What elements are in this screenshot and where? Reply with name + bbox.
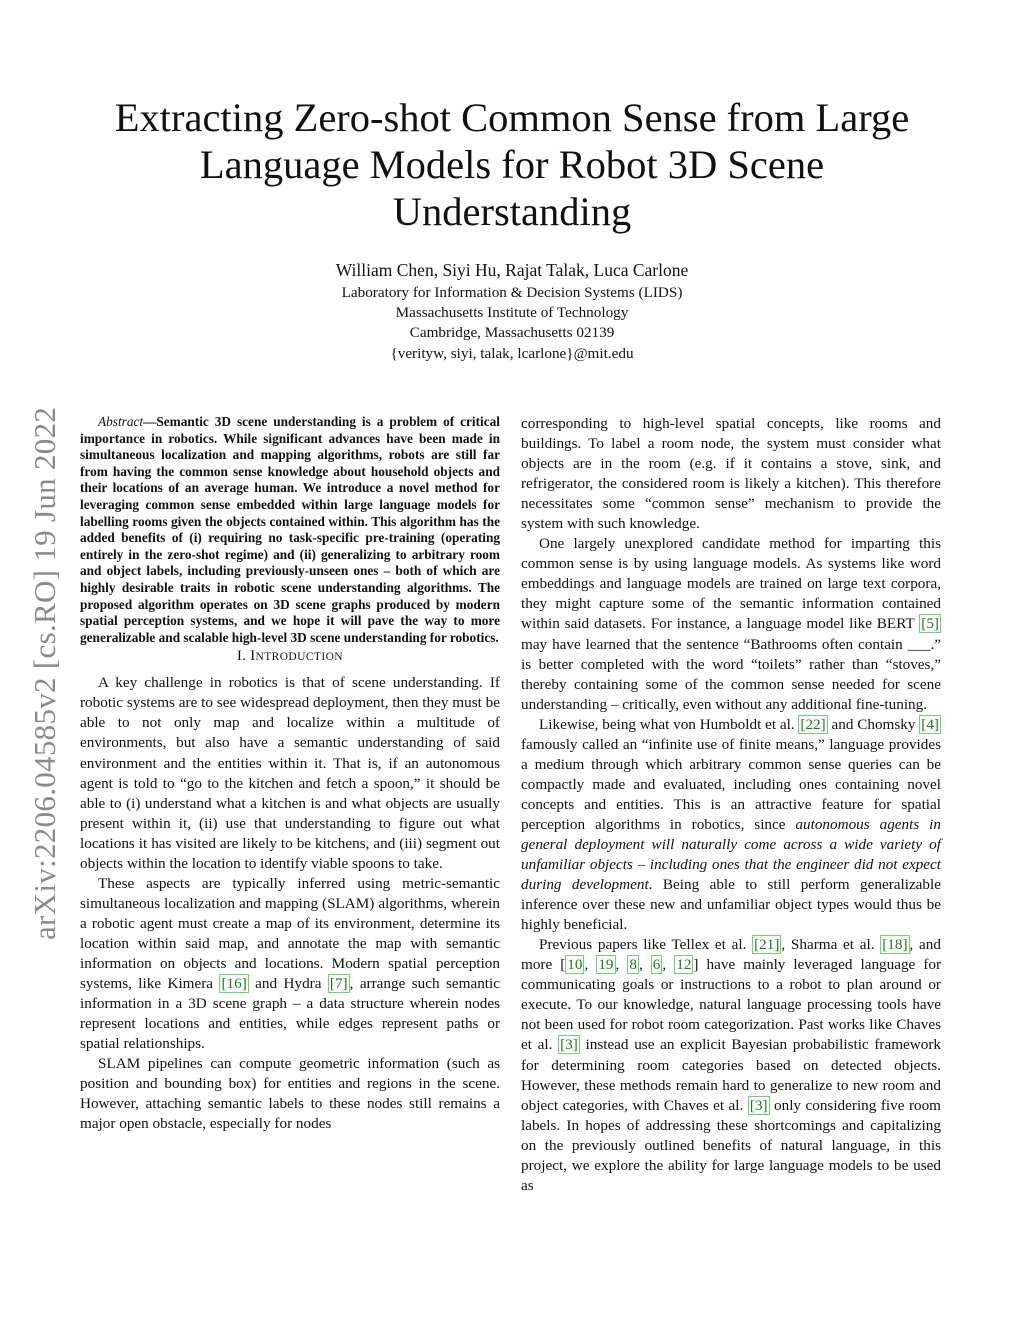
section-heading-introduction <box>80 646 500 667</box>
abstract-text: —Semantic 3D scene understanding is a problem of critical importance in robotics. While significant advances have been made in simultaneous localization and mapping algorithms, robots are still far from having the common sense knowledge about household objects and their locations of an average human. We introduce a novel method for leveraging common sense embedded within large language models for labelling rooms given the objects contained within. This algorithm has the added benefits of (i) requiring no task-specific pre-training (operating entirely in the zero-shot regime) and (ii) generalizing to arbitrary room and object labels, including previously-unseen ones – both of which are highly desirable traits in robotic scene understanding algorithms. The proposed algorithm operates on 3D scene graphs produced by modern spatial perception systems, and we hope it will pave the way to more generalizable and scalable high-level 3D scene understanding for robotics. <box>80 414 500 645</box>
body-paragraph <box>521 715 941 936</box>
text-run: ] have mainly leveraged language for communicating goals or instructions to a robot to plan around or execute. To our knowledge, natural language processing tools have not been used for robot room categorization. Past works like Chaves et al. <box>521 956 942 1054</box>
affiliation-lab: Laboratory for Information & Decision Systems (LIDS) <box>341 284 683 301</box>
left-column <box>80 414 500 1134</box>
title-line: Extracting Zero-shot Common Sense from Large <box>114 95 910 140</box>
text-run: These aspects are typically inferred using metric-semantic simultaneous localization and mapping (SLAM) algorithms, wherein a robotic agent must create a map of its environment, determine its location within said map, and annotate the map with semantic information on objects and locations. Modern spatial perception systems, like Kimera <box>80 874 500 993</box>
title-line: Understanding <box>392 189 632 234</box>
author-list: William Chen, Siyi Hu, Rajat Talak, Luca Carlone <box>335 260 689 280</box>
text-run: may have learned that the sentence “Bathrooms often contain ___.” is better completed with the word “toilets” rather than “stoves,” thereby containing some of the common sense needed for scene understanding – critically, even without any additional fine-tuning. <box>521 635 941 713</box>
text-run: , Sharma et al. <box>781 936 881 954</box>
section-initial: I <box>250 648 256 665</box>
body-paragraph <box>80 874 500 1054</box>
body-paragraph <box>521 534 941 714</box>
affiliation-block <box>200 283 824 364</box>
citation-link[interactable]: 19 <box>598 956 614 974</box>
affiliation-address: Cambridge, Massachusetts 02139 <box>409 324 615 342</box>
abstract-lead: Abstract <box>98 414 144 429</box>
section-number: I. <box>237 648 247 665</box>
title-line: Language Models for Robot 3D Scene <box>199 142 825 187</box>
right-column <box>521 414 941 1196</box>
text-run: and Hydra <box>248 975 328 993</box>
text-run: Previous papers like Tellex et al. <box>539 936 753 954</box>
citation-link[interactable]: 10 <box>567 956 583 974</box>
paper-title <box>80 94 944 235</box>
text-run: , and more [ <box>521 936 941 974</box>
citation-link[interactable]: [7] <box>329 975 348 993</box>
citation-link[interactable]: [3] <box>560 1036 578 1054</box>
citation-link[interactable]: 8 <box>629 956 637 974</box>
citation-link[interactable]: [5] <box>921 615 939 633</box>
affiliation-institute: Massachusetts Institute of Technology <box>395 304 629 322</box>
emphasized-text: autonomous agents in general deployment will naturally come across a wide variety of unfamiliar objects – including ones that the engineer did not expect during development <box>521 815 941 894</box>
text-run: and Chomsky <box>827 715 920 733</box>
text-run: famously called an “infinite use of finite means,” language provides a medium through which arbitrary common sense queries can be compactly made and evaluated, including ones containing novel concepts and entities. This is an attractive feature for spatial perception algorithms in robotics, since <box>521 735 941 833</box>
citation-link[interactable]: [22] <box>800 715 826 733</box>
abstract <box>80 414 500 646</box>
citation-link[interactable]: [21] <box>754 936 780 954</box>
text-run: instead use an explicit Bayesian probabilistic framework for determining room categories based on detected objects. However, these methods remain hard to generalize to new room and object categories, with Chaves et al. <box>521 1036 941 1114</box>
affiliation-email: {verityw, siyi, talak, lcarlone}@mit.edu <box>390 344 634 362</box>
citation-link[interactable]: [18] <box>882 936 908 954</box>
body-paragraph: SLAM pipelines can compute geometric information (such as position and bounding box) for entities and regions in the scene. However, attaching semantic labels to these nodes still remains a major open obstacle, especially for nodes <box>80 1055 500 1133</box>
arxiv-identifier: arXiv:2206.04585v2 [cs.RO] 19 Jun 2022 <box>27 406 62 940</box>
citation-link[interactable]: [16] <box>221 975 247 993</box>
citation-link[interactable]: [4] <box>921 715 939 733</box>
text-run: , arrange such semantic information in a 3D scene graph – a data structure wherein nodes represent locations and entities, while edges represent paths or spatial relationships. <box>80 975 500 1053</box>
citation-link[interactable]: [3] <box>749 1096 768 1114</box>
text-run: One largely unexplored candidate method for imparting this common sense is by using language models. As systems like word embeddings and language models are trained on large text corpora, they might capture some of the semantic information contained within said datasets. For instance, a language model like BERT <box>521 535 941 633</box>
body-paragraph: A key challenge in robotics is that of scene understanding. If robotic systems are to see widespread deployment, then they must be able to not only map and localize within a multitude of environments, but also have a semantic understanding of said environment and the entities within it. That is, if an autonomous agent is told to “go to the kitchen and fetch a spoon,” it should be able to (i) understand what a kitchen is and what objects are usually present within it, (ii) use that understanding to figure out what locations it has visited are likely to be kitchens, and (iii) segment out objects within the location to identify viable spoons to take. <box>80 674 500 872</box>
citation-link[interactable]: 12 <box>676 956 692 974</box>
citation-link[interactable]: 6 <box>652 956 661 974</box>
section-title-rest: NTRODUCTION <box>255 651 343 664</box>
text-run: only considering five room labels. In hopes of addressing these shortcomings and capitalizing on the previously outlined benefits of natural language, in this project, we explore the ability for large language models to be used as <box>521 1096 941 1194</box>
text-run: . Being able to still perform generalizable inference over these new and unfamiliar object types would thus be highly beneficial. <box>521 876 941 934</box>
text-run: Likewise, being what von Humboldt et al. <box>539 715 799 733</box>
body-paragraph: corresponding to high-level spatial concepts, like rooms and buildings. To label a room node, the system must consider what objects are in the room (e.g. if it contains a stove, sink, and refrigerator, the considered room is likely a kitchen). This therefore necessitates some “common sense” mechanism to provide the system with such knowledge. <box>521 415 941 533</box>
body-paragraph: Previous papers like Tellex et al. [21] , Sharma et al. [18] , and more [ 10 , 19 , 8 , 6 , 12 ] have mainly leveraged language for communicating goals or instructions to a robot to plan around or execute. To our knowledge, natural language processing tools have not been used for robot room categorization. Past works like Chaves et al. [3] instead use an explicit Bayesian probabilistic framework for determining room categories based on detected objects. However, these methods remain hard to generalize to new room and object categories, with Chaves et al. [3] only considering five room labels. In hopes of addressing these shortcomings and capitalizing on the previously outlined benefits of natural language, in this project, we explore the ability for large language models to be used as <box>521 936 942 1194</box>
